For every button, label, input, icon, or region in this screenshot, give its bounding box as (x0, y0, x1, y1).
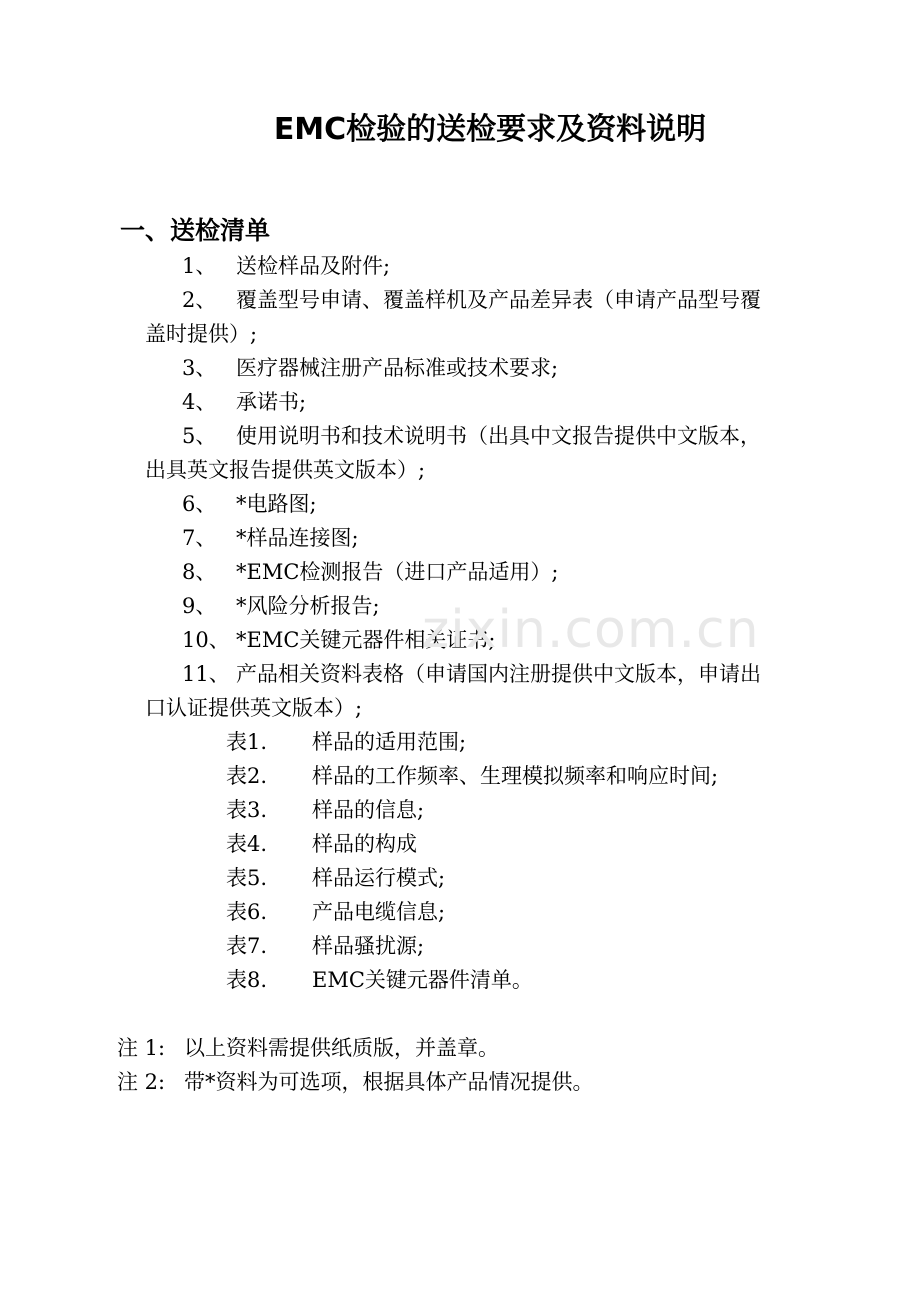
table-text: 样品的信息; (312, 798, 425, 822)
table-text: 样品运行模式; (312, 866, 446, 890)
table-number: 表6. (226, 900, 268, 924)
table-number: 表8. (226, 968, 268, 992)
item-number: 3、 (182, 356, 217, 380)
note-label: 注 1: (117, 1036, 166, 1060)
item-text: 承诺书; (236, 390, 307, 414)
note-text: 以上资料需提供纸质版，并盖章。 (184, 1036, 499, 1060)
item-text: *EMC检测报告（进口产品适用）; (236, 560, 559, 584)
table-text: 样品的工作频率、生理模拟频率和响应时间; (312, 764, 719, 788)
table-number: 表7. (226, 934, 268, 958)
table-number: 表1. (226, 730, 268, 754)
item-text: 使用说明书和技术说明书（出具中文报告提供中文版本， (236, 424, 761, 448)
item-number: 4、 (182, 390, 217, 414)
item-text-continued: 盖时提供）; (145, 322, 258, 346)
item-number: 7、 (182, 526, 217, 550)
item-number: 9、 (182, 594, 217, 618)
item-number: 6、 (182, 492, 217, 516)
item-text: 医疗器械注册产品标准或技术要求; (236, 356, 559, 380)
table-text: 产品电缆信息; (312, 900, 446, 924)
table-text: 样品骚扰源; (312, 934, 425, 958)
table-number: 表3. (226, 798, 268, 822)
note-label: 注 2: (117, 1070, 166, 1094)
item-text: *电路图; (236, 492, 317, 516)
table-number: 表5. (226, 866, 268, 890)
watermark: zixin.com.cn (422, 600, 760, 660)
item-number: 8、 (182, 560, 217, 584)
table-text: 样品的构成 (312, 832, 417, 856)
item-text: *EMC关键元器件相关证书; (236, 628, 496, 652)
item-number: 5、 (182, 424, 217, 448)
item-text: *风险分析报告; (236, 594, 380, 618)
item-text-continued: 出具英文报告提供英文版本）; (145, 458, 426, 482)
item-text: *样品连接图; (236, 526, 359, 550)
table-number: 表4. (226, 832, 268, 856)
table-text: 样品的适用范围; (312, 730, 467, 754)
page-title: EMC检验的送检要求及资料说明 (273, 112, 707, 147)
item-number: 1、 (182, 254, 217, 278)
item-text: 送检样品及附件; (236, 254, 391, 278)
table-text: EMC关键元器件清单。 (312, 968, 533, 992)
item-text: 产品相关资料表格（申请国内注册提供中文版本，申请出 (236, 662, 761, 686)
item-number: 11、 (182, 662, 230, 686)
item-number: 2、 (182, 288, 217, 312)
table-number: 表2. (226, 764, 268, 788)
section-heading: 一、送检清单 (120, 216, 271, 245)
note-text: 带*资料为可选项，根据具体产品情况提供。 (184, 1070, 594, 1094)
item-text: 覆盖型号申请、覆盖样机及产品差异表（申请产品型号覆 (236, 288, 761, 312)
item-text-continued: 口认证提供英文版本）; (145, 696, 363, 720)
item-number: 10、 (182, 628, 230, 652)
